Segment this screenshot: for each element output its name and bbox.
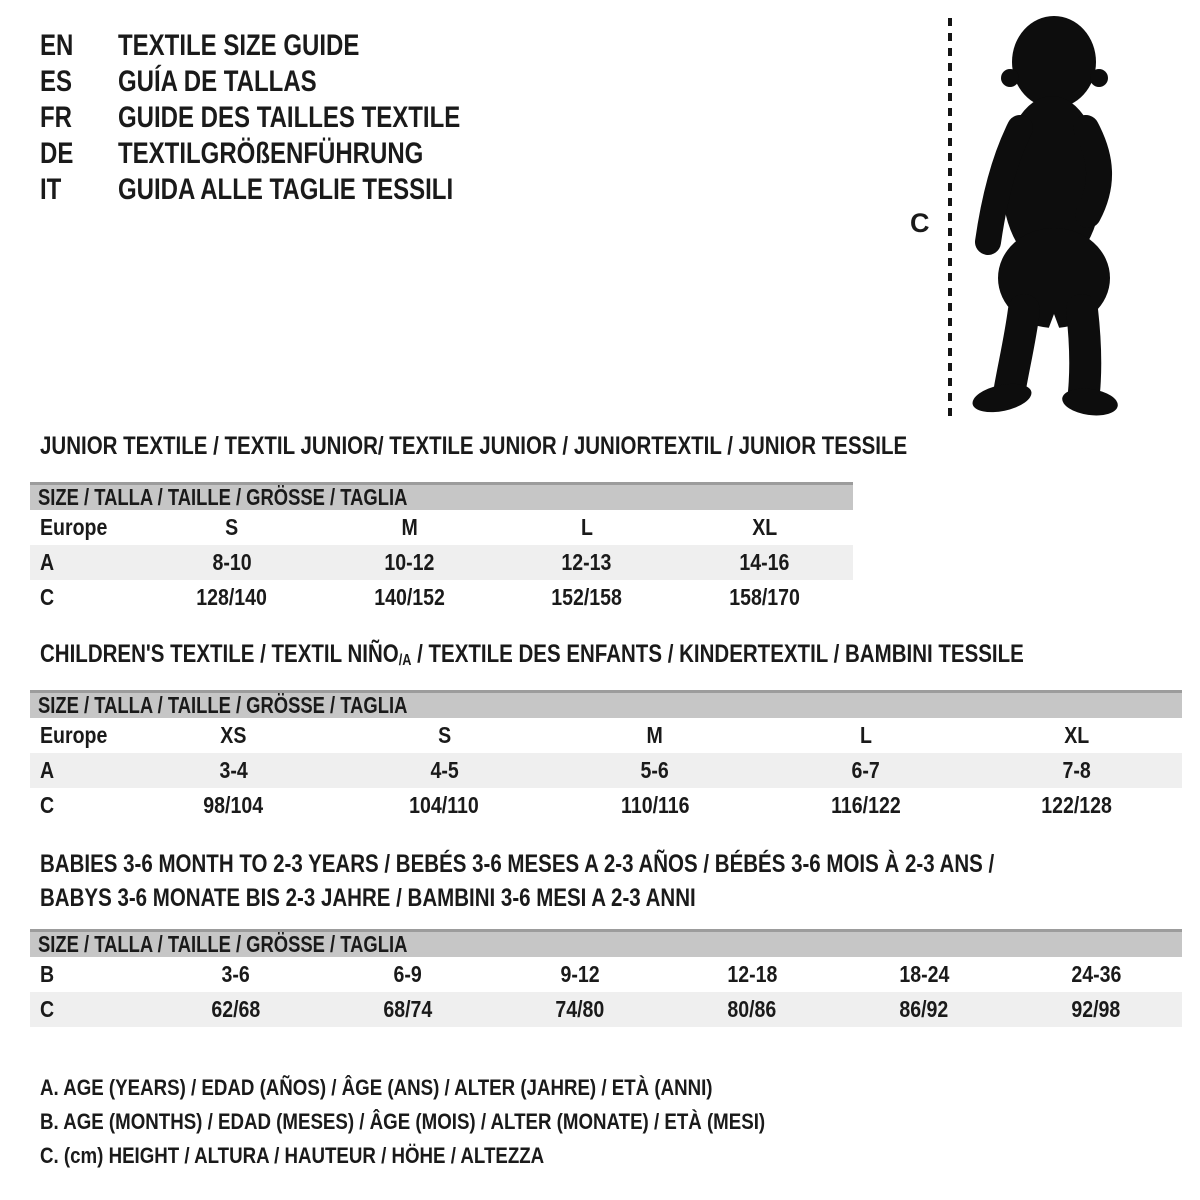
table-cell: 74/80 — [555, 996, 605, 1022]
table-row-months — [30, 957, 1182, 992]
lang-code — [40, 65, 118, 99]
table-cell: 5-6 — [640, 757, 670, 783]
table-cell: 12-18 — [726, 961, 777, 987]
children-size-table-header — [30, 690, 1182, 718]
height-dashed-line — [948, 18, 952, 416]
table-row-europe — [30, 510, 853, 545]
table-row-height — [30, 580, 853, 615]
size-header-text: SIZE / TALLA / TAILLE / GRÖSSE / TAGLIA — [38, 931, 408, 957]
lang-row-it — [40, 172, 546, 208]
table-cell: XL — [751, 514, 777, 540]
table-cell: 3-4 — [219, 757, 248, 783]
table-cell: 80/86 — [727, 996, 777, 1022]
legend-line-c: C. (cm) HEIGHT / ALTURA / HAUTEUR / HÖHE / ALTEZZA — [40, 1143, 545, 1168]
lang-code-text: FR — [40, 101, 72, 134]
table-row-age — [30, 753, 1182, 788]
lang-code — [40, 29, 118, 63]
children-title-prefix: CHILDREN'S TEXTILE / TEXTIL NIÑO — [40, 640, 399, 668]
junior-section-title — [40, 433, 1098, 459]
row-label: C — [40, 584, 55, 610]
lang-code — [40, 101, 118, 135]
table-cell: M — [401, 514, 418, 540]
table-cell: 86/92 — [899, 996, 949, 1022]
lang-title-text: GUÍA DE TALLAS — [118, 65, 317, 98]
table-cell: 158/170 — [728, 584, 800, 610]
lang-row-de — [40, 136, 546, 172]
children-size-table — [30, 690, 1182, 823]
children-title-suffix: / TEXTILE DES ENFANTS / KINDERTEXTIL / BAMBINI TESSILE — [411, 640, 1024, 668]
junior-section-title-text: JUNIOR TEXTILE / TEXTIL JUNIOR/ TEXTILE JUNIOR / JUNIORTEXTIL / JUNIOR TESSILE — [40, 432, 908, 460]
table-cell: 7-8 — [1062, 757, 1091, 783]
junior-size-table-header — [30, 482, 853, 510]
lang-row-en — [40, 28, 546, 64]
table-cell: XL — [1064, 722, 1090, 748]
table-cell: M — [646, 722, 664, 748]
table-cell: 3-6 — [221, 961, 251, 987]
row-label: A — [40, 757, 55, 783]
children-section-title — [40, 641, 1200, 674]
table-cell: 140/152 — [373, 584, 445, 610]
legend-line-b: B. AGE (MONTHS) / EDAD (MESES) / ÂGE (MOIS) / ALTER (MONATE) / ETÀ (MESI) — [40, 1109, 766, 1134]
table-cell: 18-24 — [898, 961, 949, 987]
junior-size-table — [30, 482, 853, 615]
babies-size-table-header — [30, 929, 1182, 957]
table-cell: S — [437, 722, 451, 748]
table-cell: 152/158 — [551, 584, 623, 610]
table-cell: 12-13 — [561, 549, 612, 575]
table-cell: 128/140 — [196, 584, 268, 610]
size-header-text: SIZE / TALLA / TAILLE / GRÖSSE / TAGLIA — [38, 692, 408, 718]
table-cell: L — [859, 722, 872, 748]
table-cell: 6-9 — [393, 961, 423, 987]
children-title-sub: /A — [398, 651, 412, 669]
table-cell: 10-12 — [384, 549, 435, 575]
row-label: Europe — [40, 514, 108, 540]
table-row-height — [30, 992, 1182, 1027]
table-cell: 8-10 — [212, 549, 252, 575]
table-cell: 24-36 — [1070, 961, 1121, 987]
lang-row-fr — [40, 100, 546, 136]
table-row-europe — [30, 718, 1182, 753]
babies-section-title — [40, 847, 1200, 915]
height-measure-label: C — [910, 208, 930, 238]
lang-title-text: GUIDA ALLE TAGLIE TESSILI — [118, 173, 454, 206]
row-label: B — [40, 961, 55, 987]
row-label: C — [40, 792, 55, 818]
lang-title-text: TEXTILE SIZE GUIDE — [118, 29, 360, 62]
table-cell: 98/104 — [203, 792, 264, 818]
lang-row-es — [40, 64, 546, 100]
measurement-legend — [40, 1071, 893, 1173]
table-cell: 122/128 — [1041, 792, 1112, 818]
language-title-list — [40, 28, 546, 208]
table-cell: 110/116 — [620, 792, 690, 818]
table-cell: 116/122 — [830, 792, 901, 818]
size-header-text: SIZE / TALLA / TAILLE / GRÖSSE / TAGLIA — [38, 484, 408, 510]
table-cell: 68/74 — [383, 996, 433, 1022]
lang-code-text: DE — [40, 137, 74, 170]
legend-line-a: A. AGE (YEARS) / EDAD (AÑOS) / ÂGE (ANS) / ALTER (JAHRE) / ETÀ (ANNI) — [40, 1075, 713, 1100]
table-cell: 9-12 — [560, 961, 600, 987]
babies-title-line2: BABYS 3-6 MONATE BIS 2-3 JAHRE / BAMBINI 3-6 MESI A 2-3 ANNI — [40, 884, 696, 912]
lang-code — [40, 137, 118, 171]
table-cell: 104/110 — [409, 792, 479, 818]
lang-code — [40, 173, 118, 207]
table-cell: 14-16 — [739, 549, 790, 575]
table-cell: 62/68 — [211, 996, 261, 1022]
babies-size-table — [30, 929, 1182, 1027]
table-cell: S — [225, 514, 239, 540]
toddler-silhouette — [962, 10, 1140, 418]
table-cell: 6-7 — [851, 757, 880, 783]
babies-title-line1: BABIES 3-6 MONTH TO 2-3 YEARS / BEBÉS 3-6 MESES A 2-3 AÑOS / BÉBÉS 3-6 MOIS À 2-3 ANS / — [40, 850, 995, 878]
lang-code-text: EN — [40, 29, 74, 62]
row-label: C — [40, 996, 55, 1022]
table-row-age — [30, 545, 853, 580]
lang-code-text: IT — [40, 173, 62, 206]
table-cell: L — [580, 514, 593, 540]
table-cell: 4-5 — [430, 757, 459, 783]
table-row-height — [30, 788, 1182, 823]
row-label: Europe — [40, 722, 108, 748]
row-label: A — [40, 549, 55, 575]
table-cell: XS — [220, 722, 247, 748]
lang-title-text: TEXTILGRÖßENFÜHRUNG — [118, 137, 424, 170]
lang-code-text: ES — [40, 65, 73, 98]
lang-title-text: GUIDE DES TAILLES TEXTILE — [118, 101, 461, 134]
table-cell: 92/98 — [1071, 996, 1121, 1022]
